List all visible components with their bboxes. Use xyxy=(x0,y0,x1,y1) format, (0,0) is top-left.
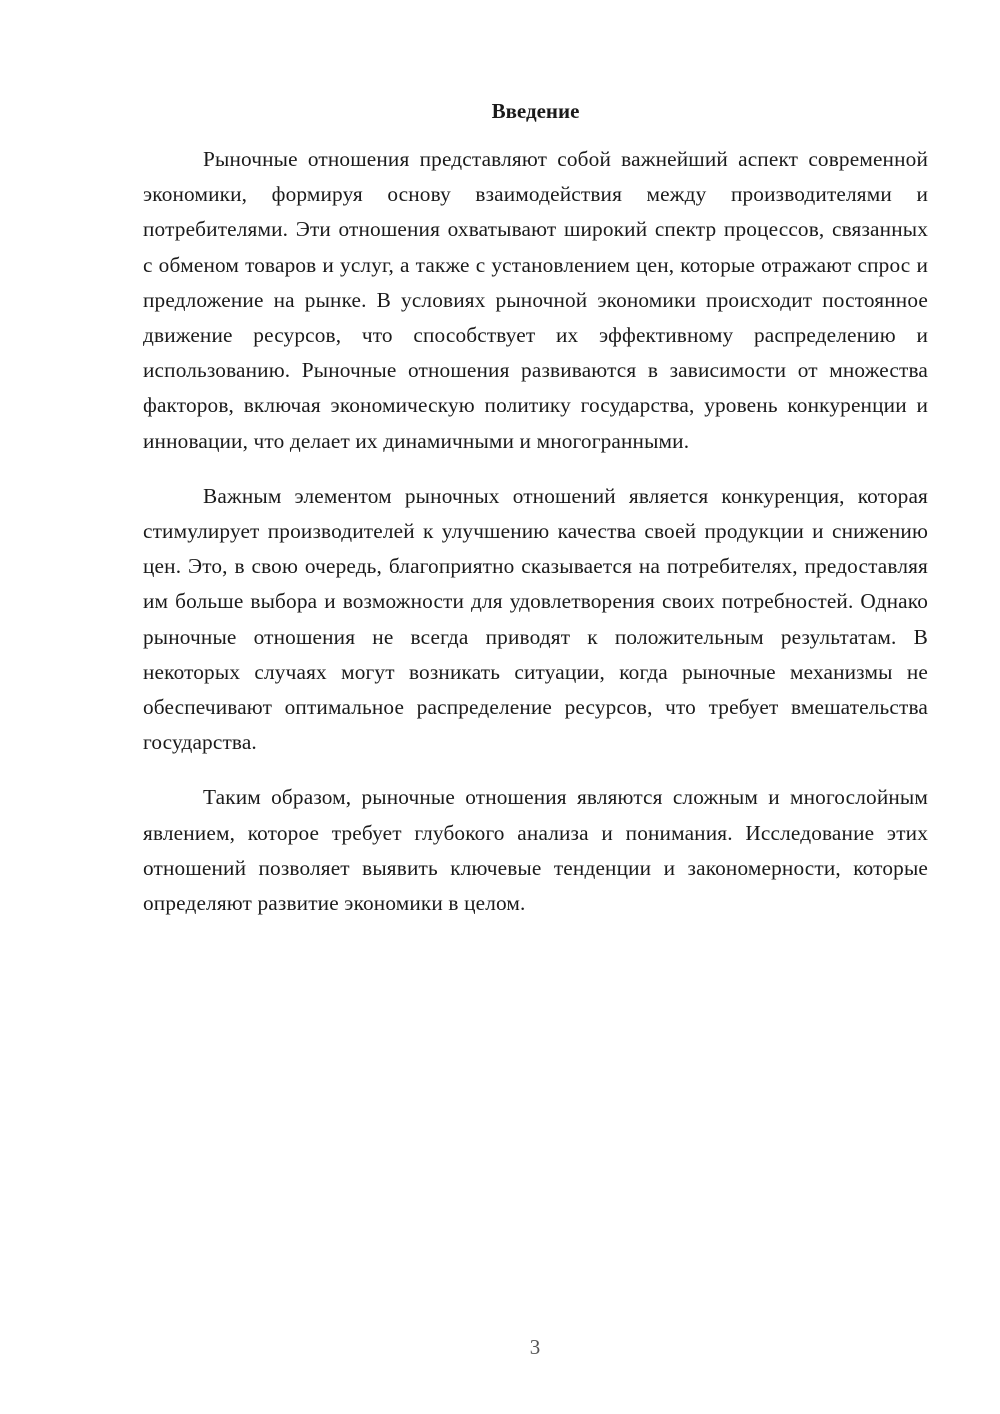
body-text xyxy=(143,142,928,921)
paragraph-1: Рыночные отношения представляют собой важнейший аспект современной экономики, формируя основу взаимодействия между производителями и потребителями. Эти отношения охватывают широкий спектр процессов, связанных с обменом товаров и услуг, а также с установлением цен, которые отражают спрос и предложение на рынке. В условиях рыночной экономики происходит постоянное движение ресурсов, что способствует их эффективному распределению и использованию. Рыночные отношения развиваются в зависимости от множества факторов, включая экономическую политику государства, уровень конкуренции и инновации, что делает их динамичными и многогранными. xyxy=(143,147,928,453)
page-number: 3 xyxy=(529,1335,541,1359)
paragraph-3: Таким образом, рыночные отношения являются сложным и многослойным явлением, которое требует глубокого анализа и понимания. Исследование этих отношений позволяет выявить ключевые тенденции и закономерности, которые определяют развитие экономики в целом. xyxy=(143,785,928,916)
section-title: Введение xyxy=(491,99,580,123)
paragraph-2: Важным элементом рыночных отношений является конкуренция, которая стимулирует производителей к улучшению качества своей продукции и снижению цен. Это, в свою очередь, благоприятно сказывается на потребителях, предоставляя им больше выбора и возможности для удовлетворения своих потребностей. Однако рыночные отношения не всегда приводят к положительным результатам. В некоторых случаях могут возникать ситуации, когда рыночные механизмы не обеспечивают оптимальное распределение ресурсов, что требует вмешательства государства. xyxy=(143,483,928,755)
